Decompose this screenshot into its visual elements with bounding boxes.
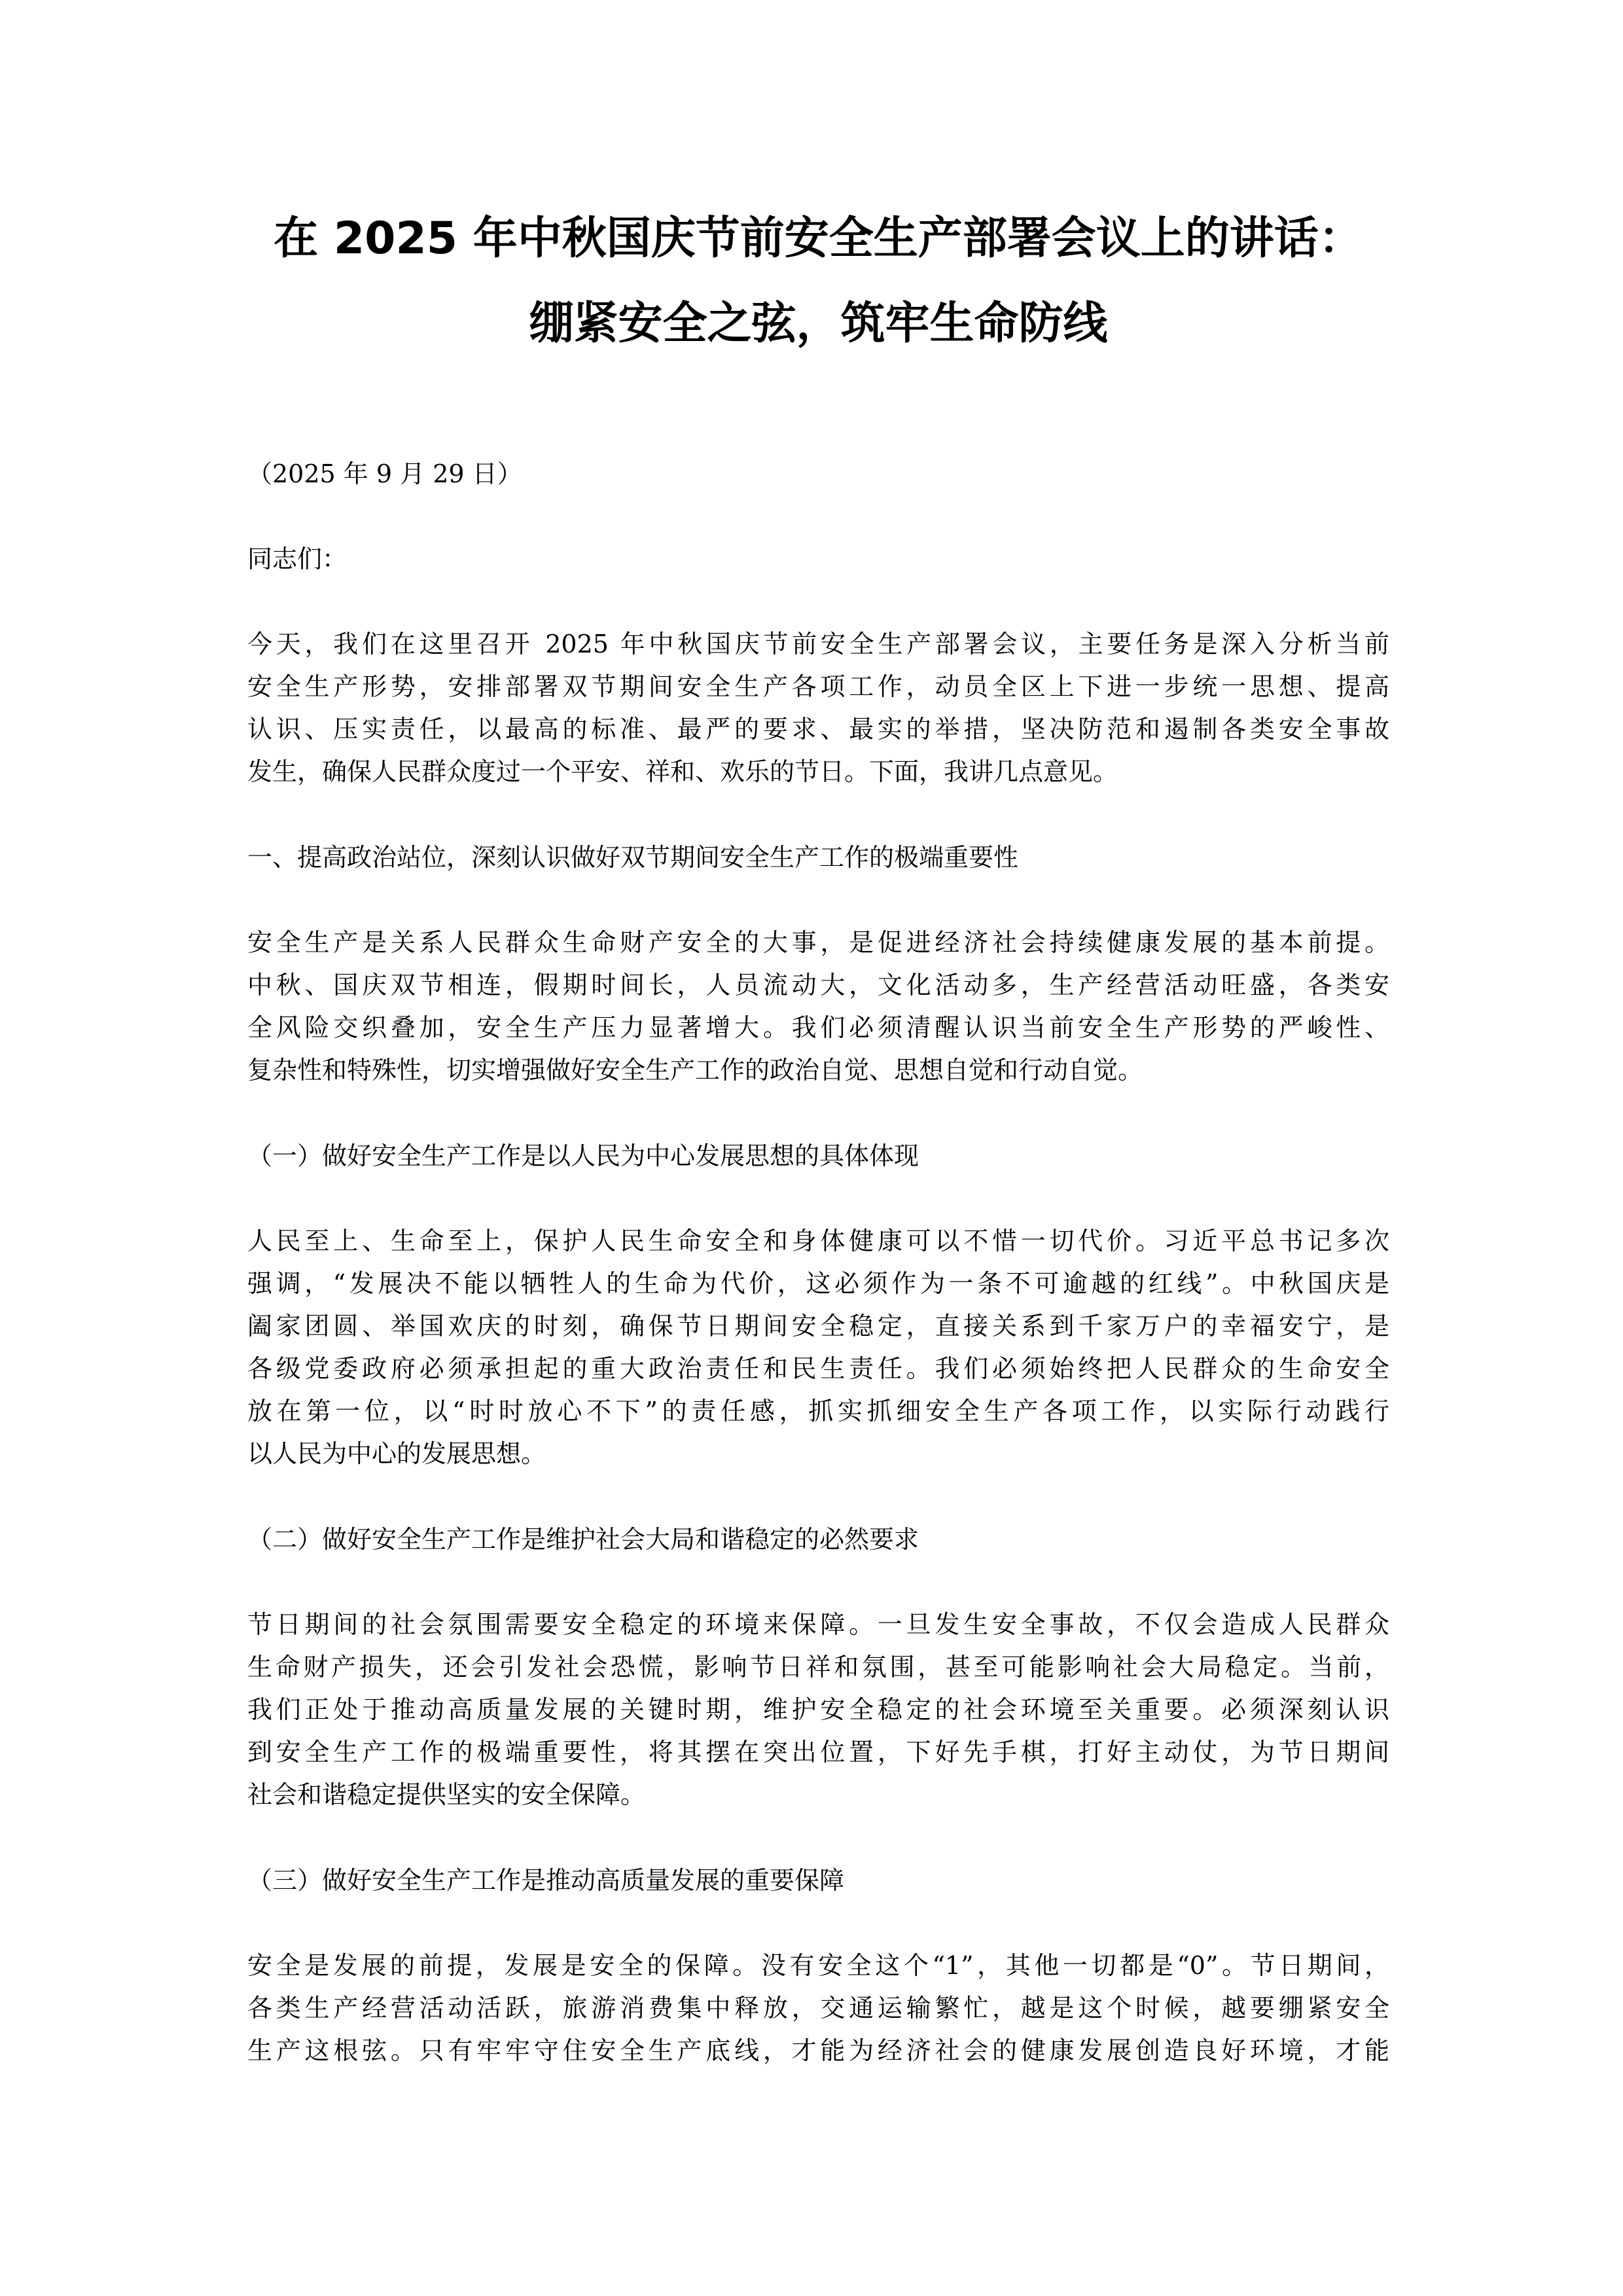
paragraph-line: 复杂性和特殊性，切实增强做好安全生产工作的政治自觉、思想自觉和行动自觉。 <box>247 1056 1143 1085</box>
subsection-2-paragraph <box>247 1604 1389 1816</box>
section-heading-1: 一、提高政治站位，深刻认识做好双节期间安全生产工作的极端重要性 <box>247 843 1019 872</box>
subsection-1-paragraph <box>247 1220 1389 1475</box>
title-line-2: 绷紧安全之弦，筑牢生命防线 <box>529 298 1108 350</box>
paragraph-line: 发生，确保人民群众度过一个平安、祥和、欢乐的节日。下面，我讲几点意见。 <box>247 757 1118 786</box>
subsection-heading-1: （一）做好安全生产工作是以人民为中心发展思想的具体体现 <box>247 1141 919 1170</box>
paragraph-line: 社会和谐稳定提供坚实的安全保障。 <box>247 1780 646 1809</box>
paragraph-line: 阖家团圆、举国欢庆的时刻，确保节日期间安全稳定，直接关系到千家万户的幸福安宁，是 <box>247 1312 1389 1340</box>
paragraph-line: 节日期间的社会氛围需要安全稳定的环境来保障。一旦发生安全事故，不仅会造成人民群众 <box>247 1610 1389 1639</box>
speech-date: （2025 年 9 月 29 日） <box>247 459 522 488</box>
paragraph-line: 人民至上、生命至上，保护人民生命安全和身体健康可以不惜一切代价。习近平总书记多次 <box>247 1227 1389 1255</box>
paragraph-line: 各级党委政府必须承担起的重大政治责任和民生责任。我们必须始终把人民群众的生命安全 <box>247 1354 1389 1383</box>
document-body <box>247 196 1389 2072</box>
paragraph-line: 全风险交织叠加，安全生产压力显著增大。我们必须清醒认识当前安全生产形势的严峻性、 <box>247 1013 1389 1042</box>
paragraph-line: 以人民为中心的发展思想。 <box>247 1439 546 1468</box>
title-line-1: 在 2025 年中秋国庆节前安全生产部署会议上的讲话： <box>274 213 1363 264</box>
paragraph-line: 中秋、国庆双节相连，假期时间长，人员流动大，文化活动多，生产经营活动旺盛，各类安 <box>247 971 1389 999</box>
subsection-heading-3: （三）做好安全生产工作是推动高质量发展的重要保障 <box>247 1866 845 1895</box>
salutation: 同志们： <box>247 545 348 573</box>
paragraph-line: 到安全生产工作的极端重要性，将其摆在突出位置，下好先手棋，打好主动仗，为节日期间 <box>247 1738 1389 1767</box>
paragraph-line: 今天，我们在这里召开 2025 年中秋国庆节前安全生产部署会议，主要任务是深入分析当前 <box>247 630 1389 658</box>
paragraph-line: 我们正处于推动高质量发展的关键时期，维护安全稳定的社会环境至关重要。必须深刻认识 <box>247 1695 1389 1724</box>
paragraph-line: 生命财产损失，还会引发社会恐慌，影响节日祥和氛围，甚至可能影响社会大局稳定。当前， <box>247 1653 1389 1681</box>
paragraph-line: 生产这根弦。只有牢牢守住安全生产底线，才能为经济社会的健康发展创造良好环境，才能 <box>247 2036 1389 2065</box>
paragraph-line: 安全生产是关系人民群众生命财产安全的大事，是促进经济社会持续健康发展的基本前提。 <box>247 928 1389 957</box>
subsection-3-paragraph <box>247 1945 1389 2072</box>
intro-paragraph <box>247 623 1389 793</box>
document-title <box>234 196 1402 367</box>
paragraph-line: 安全是发展的前提，发展是安全的保障。没有安全这个“1”，其他一切都是“0”。节日期间， <box>247 1951 1389 1980</box>
paragraph-line: 放在第一位，以“时时放心不下”的责任感，抓实抓细安全生产各项工作，以实际行动践行 <box>247 1397 1389 1426</box>
paragraph-line: 认识、压实责任，以最高的标准、最严的要求、最实的举措，坚决防范和遏制各类安全事故 <box>247 715 1389 744</box>
paragraph-line: 各类生产经营活动活跃，旅游消费集中释放，交通运输繁忙，越是这个时候，越要绷紧安全 <box>247 1994 1389 2022</box>
subsection-heading-2: （二）做好安全生产工作是维护社会大局和谐稳定的必然要求 <box>247 1525 919 1554</box>
paragraph-line: 安全生产形势，安排部署双节期间安全生产各项工作，动员全区上下进一步统一思想、提高 <box>247 672 1389 701</box>
section-1-paragraph <box>247 922 1389 1092</box>
paragraph-line: 强调，“发展决不能以牺牲人的生命为代价，这必须作为一条不可逾越的红线”。中秋国庆是 <box>247 1269 1389 1298</box>
